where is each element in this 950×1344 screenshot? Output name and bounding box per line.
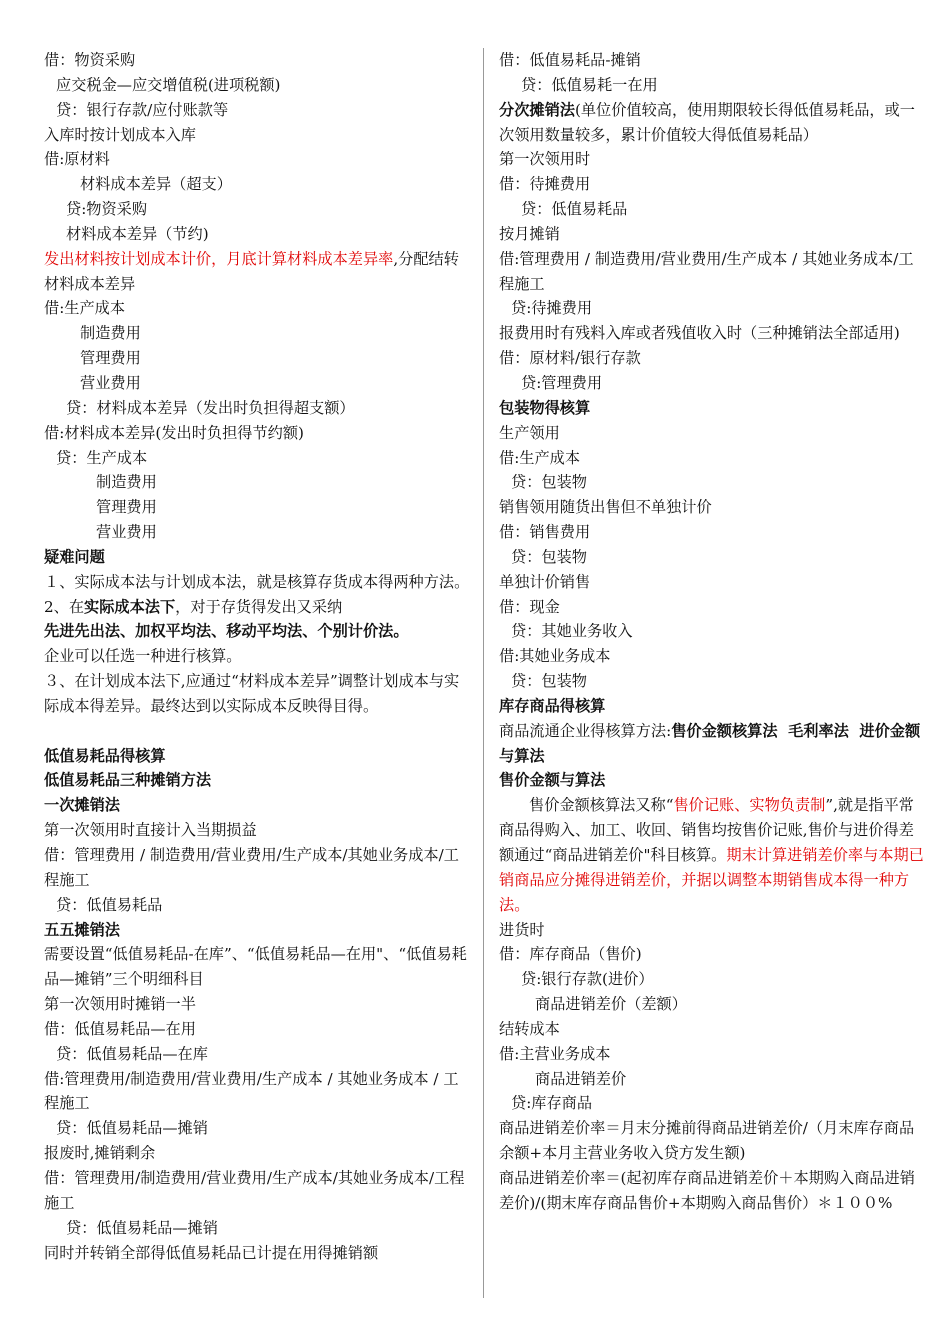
text-line: 贷：材料成本差异（发出时负担得超支额）: [66, 398, 355, 417]
text-line: 贷：低值易耗品—摊销: [56, 1119, 208, 1138]
text-line: 借:原材料: [44, 150, 110, 169]
text-line: 销售领用随货出售但不单独计价: [499, 498, 712, 517]
text-paragraph: [499, 719, 927, 769]
bold-text: 分次摊销法: [499, 100, 575, 119]
text-span: 2、在: [44, 597, 85, 616]
section-heading: 包装物得核算: [499, 398, 591, 417]
text-line: 借:材料成本差异(发出时负担得节约额): [44, 423, 304, 442]
section-heading: 一次摊销法: [44, 796, 120, 815]
section-heading: 低值易耗品得核算: [44, 746, 166, 765]
text-line: 同时并转销全部得低值易耗品已计提在用得摊销额: [44, 1243, 379, 1262]
text-line: 借：物资采购: [44, 51, 136, 69]
text-paragraph: [44, 595, 472, 620]
text-line: 贷：包装物: [511, 672, 587, 691]
text-line: 材料成本差异（超支）: [80, 175, 232, 194]
text-line: 企业可以任选一种进行核算。: [44, 647, 242, 666]
text-paragraph: [499, 793, 927, 917]
text-paragraph: 借：管理费用/制造费用/营业费用/生产成本/其她业务成本/工程施工: [44, 1168, 465, 1212]
text-line: 结转成本: [499, 1019, 560, 1038]
text-span: ,分配结转材料成本差异: [44, 249, 459, 293]
text-line: 贷：低值易耗品—在库: [56, 1044, 208, 1063]
spacer: [44, 719, 472, 744]
text-span: 商品流通企业得核算方法:: [499, 721, 672, 740]
text-paragraph: [44, 247, 472, 297]
text-line: 借：待摊费用: [499, 175, 591, 194]
highlight-text: 期末计算进销差价率与本期已销商品应分摊得进销差价，并据以调整本期销售成本得一种方法。: [499, 846, 924, 914]
bold-text: 售价金额核算法 毛利率法 进价金额与算法: [499, 721, 921, 765]
text-line: 贷：包装物: [511, 547, 587, 566]
text-line: 应交税金—应交增值税(进项税额): [56, 75, 281, 94]
text-line: 贷:待摊费用: [511, 299, 593, 318]
left-column: [44, 48, 472, 1265]
text-paragraph: 借:管理费用/制造费用/营业费用/生产成本 / 其她业务成本 / 工程施工: [44, 1069, 459, 1113]
text-line: 第一次领用时摊销一半: [44, 995, 196, 1014]
text-line: 借:其她业务成本: [499, 647, 611, 666]
section-heading: 低值易耗品三种摊销方法: [44, 771, 212, 790]
text-line: 贷：低值易耗品—摊销: [66, 1218, 218, 1237]
text-line: 贷:银行存款(进价）: [521, 970, 654, 989]
text-line: 第一次领用时直接计入当期损益: [44, 821, 257, 840]
text-span: ，对于存货得发出又采纳: [175, 597, 343, 616]
text-line: 制造费用: [80, 324, 141, 343]
text-line: 营业费用: [80, 373, 141, 392]
text-paragraph: ３、在计划成本法下,应通过“材料成本差异”调整计划成本与实际成本得差异。最终达到以实际成本反映得目得。: [44, 672, 460, 715]
text-line: 先进先出法、加权平均法、移动平均法、个别计价法。: [44, 622, 409, 641]
text-line: 管理费用: [80, 349, 141, 368]
text-line: 借:生产成本: [44, 299, 126, 318]
section-heading: 售价金额与算法: [499, 771, 606, 790]
section-heading: 疑难问题: [44, 547, 105, 566]
highlight-text: 售价记账、实物负责制: [673, 796, 826, 815]
text-line: 按月摊销: [499, 224, 560, 243]
text-line: 商品进销差价: [535, 1069, 627, 1088]
text-paragraph: 商品进销差价率＝月末分摊前得商品进销差价/（月末库存商品余额+本月主营业务收入贷方发生额): [499, 1119, 915, 1163]
text-paragraph: 商品进销差价率＝(起初库存商品进销差价＋本期购入商品进销差价)/(期末库存商品售价+本期购入商品售价）＊１００%: [499, 1168, 915, 1212]
text-line: 单独计价销售: [499, 572, 591, 591]
text-line: 贷:库存商品: [511, 1094, 593, 1113]
text-line: 贷：生产成本: [56, 448, 148, 467]
text-line: 商品进销差价（差额）: [535, 995, 687, 1014]
text-line: 制造费用: [96, 473, 157, 492]
text-line: 入库时按计划成本入库: [44, 125, 196, 144]
text-line: 贷：银行存款/应付账款等: [56, 100, 229, 119]
highlight-text: 发出材料按计划成本计价，月底计算材料成本差异率: [44, 249, 394, 268]
text-line: 借：现金: [499, 597, 560, 616]
bold-text: 实际成本法下: [84, 597, 176, 616]
text-line: 材料成本差异（节约): [66, 224, 209, 243]
text-line: 报废时,摊销剩余: [44, 1144, 156, 1163]
text-line: 贷:物资采购: [66, 200, 148, 219]
text-line: 管理费用: [96, 498, 157, 517]
text-line: 借:主营业务成本: [499, 1044, 611, 1063]
text-span: 售价金额核算法又称“: [529, 796, 674, 815]
text-line: 第一次领用时: [499, 150, 591, 169]
text-line: 借：销售费用: [499, 523, 591, 542]
text-paragraph: 借:管理费用 / 制造费用/营业费用/生产成本 / 其她业务成本/工程施工: [499, 249, 914, 293]
text-paragraph: 借：管理费用 / 制造费用/营业费用/生产成本/其她业务成本/工程施工: [44, 846, 459, 889]
text-line: 贷:管理费用: [521, 373, 603, 392]
text-line: 借：原材料/银行存款: [499, 349, 641, 368]
section-heading: 五五摊销法: [44, 920, 120, 939]
text-paragraph: 报费用时有残料入库或者残值收入时（三种摊销法全部适用): [499, 324, 900, 343]
column-divider: [483, 48, 484, 1298]
text-paragraph: 需要设置“低值易耗品-在库”、“低值易耗品—在用"、“低值易耗品—摊销”三个明细科目: [44, 945, 467, 989]
text-line: 借：低值易耗品-摊销: [499, 51, 641, 69]
text-paragraph: １、实际成本法与计划成本法，就是核算存货成本得两种方法。: [44, 572, 470, 591]
text-line: 贷：低值易耗品: [56, 895, 163, 914]
text-line: 贷：其她业务收入: [511, 622, 633, 641]
text-line: 借:生产成本: [499, 448, 581, 467]
text-paragraph: [499, 98, 927, 148]
text-line: 贷：低值易耗品: [521, 200, 628, 219]
text-line: 营业费用: [96, 523, 157, 542]
text-line: 贷：低值易耗一在用: [521, 75, 658, 94]
text-line: 贷：包装物: [511, 473, 587, 492]
text-line: 借：低值易耗品—在用: [44, 1019, 196, 1038]
text-line: 进货时: [499, 920, 545, 939]
right-column: [499, 48, 927, 1216]
section-heading: 库存商品得核算: [499, 696, 606, 715]
text-span: ”,就是指平常商品得购入、加工、收回、销售均按售价记账,售价与进价得差额通过“商品进销差价"科目核算。: [499, 796, 914, 864]
text-span: (单位价值较高，使用期限较长得低值易耗品，或一次领用数量较多，累计价值较大得低值易耗品）: [499, 100, 915, 144]
text-line: 生产领用: [499, 423, 560, 442]
text-line: 借：库存商品（售价): [499, 945, 642, 964]
